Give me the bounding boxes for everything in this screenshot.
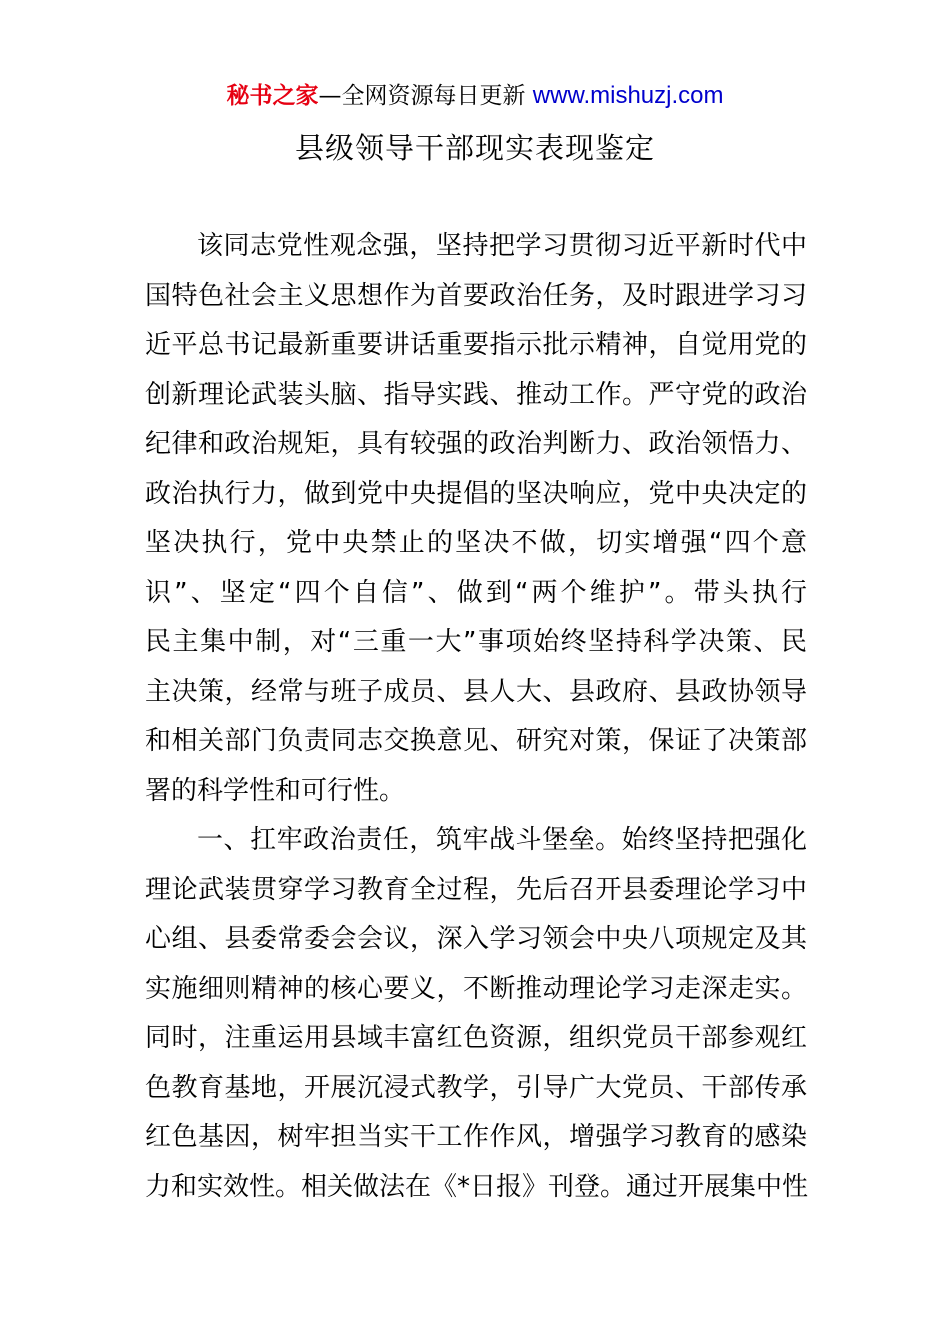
body-line: 署的科学性和可行性。 [145,775,406,806]
header-tagline: —全网资源每日更新 [318,83,533,109]
body-line: 理论武装贯穿学习教育全过程，先后召开县委理论学习中 [145,874,807,905]
body-line: 实施细则精神的核心要义，不断推动理论学习走深走实。 [145,973,807,1004]
body-line: 近平总书记最新重要讲话重要指示批示精神，自觉用党的 [145,330,807,360]
document-title: 县级领导干部现实表现鉴定 [294,131,655,165]
body-line: 和相关部门负责同志交换意见、研究对策，保证了决策部 [145,726,807,756]
body-line: 一、扛牢政治责任，筑牢战斗堡垒。始终坚持把强化 [197,825,807,855]
body-line: 力和实效性。相关做法在《*日报》刊登。通过开展集中性 [145,1171,809,1202]
site-url-link[interactable]: www.mishuzj.com [532,82,724,109]
body-line: 该同志党性观念强，坚持把学习贯彻习近平新时代中 [197,231,807,261]
body-line: 色教育基地，开展沉浸式教学，引导广大党员、干部传承 [145,1072,807,1103]
body-line: 红色基因，树牢担当实干工作作风，增强学习教育的感染 [145,1122,807,1152]
body-line: 主决策，经常与班子成员、县人大、县政府、县政协领导 [145,676,807,707]
body-line: 同时，注重运用县域丰富红色资源，组织党员干部参观红 [145,1023,807,1053]
body-line: 坚决执行，党中央禁止的坚决不做，切实增强“四个意 [145,528,807,558]
body-line: 民主集中制，对“三重一大”事项始终坚持科学决策、民 [145,627,807,657]
body-line: 政治执行力，做到党中央提倡的坚决响应，党中央决定的 [145,478,807,509]
body-line: 纪律和政治规矩，具有较强的政治判断力、政治领悟力、 [145,429,807,459]
document-body [145,222,807,1212]
body-line: 识”、坚定“四个自信”、做到“两个维护”。带头执行 [145,577,807,608]
site-header [0,80,950,112]
body-line: 心组、县委常委会会议，深入学习领会中央八项规定及其 [145,924,807,954]
body-line: 创新理论武装头脑、指导实践、推动工作。严守党的政治 [145,379,807,410]
brand-name: 秘书之家 [226,83,319,109]
body-line: 国特色社会主义思想作为首要政治任务，及时跟进学习习 [145,280,807,311]
